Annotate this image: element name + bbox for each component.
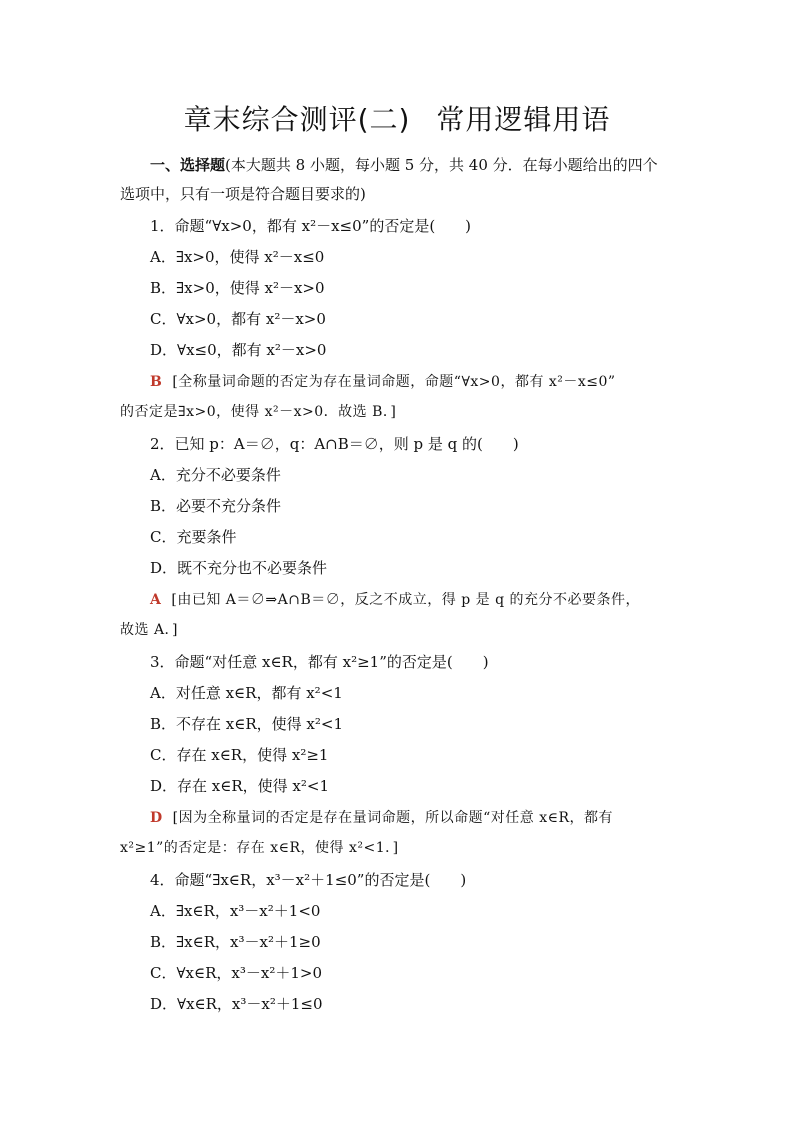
question-1-option-c: C．∀x>0，都有 x²－x>0 xyxy=(150,310,326,328)
section-desc-1: (本大题共 8 小题，每小题 5 分，共 40 分．在每小题给出的四个 xyxy=(225,156,658,174)
question-2-explanation-2: 故选 A．] xyxy=(120,622,179,638)
question-4-option-a: A．∃x∈R，x³－x²＋1<0 xyxy=(150,902,321,920)
question-2-option-c: C．充要条件 xyxy=(150,528,237,546)
question-1-option-d: D．∀x≤0，都有 x²－x>0 xyxy=(150,341,327,359)
question-3-option-b: B．不存在 x∈R，使得 x²<1 xyxy=(150,715,344,733)
section-desc-2: 选项中，只有一项是符合题目要求的) xyxy=(120,185,366,203)
question-3-stem: 3．命题“对任意 x∈R，都有 x²≥1”的否定是( ) xyxy=(150,653,489,671)
question-1-option-a: A．∃x>0，使得 x²－x≤0 xyxy=(150,248,325,266)
question-4-option-d: D．∀x∈R，x³－x²＋1≤0 xyxy=(150,995,323,1013)
question-2-option-a: A．充分不必要条件 xyxy=(150,466,281,484)
question-3-option-d: D．存在 x∈R，使得 x²<1 xyxy=(150,777,330,795)
question-2-stem: 2．已知 p：A＝∅，q：A∩B＝∅，则 p 是 q 的( ) xyxy=(150,435,519,453)
question-3-answer: D xyxy=(150,810,163,826)
question-4-stem: 4．命题“∃x∈R，x³－x²＋1≤0”的否定是( ) xyxy=(150,871,467,889)
section-heading xyxy=(150,155,658,175)
question-3-explanation-2: x²≥1”的否定是：存在 x∈R，使得 x²<1．] xyxy=(120,840,399,856)
question-1-explanation xyxy=(150,372,616,392)
question-1-explanation-1: [全称量词命题的否定为存在量词命题，命题“∀x>0，都有 x²－x≤0” xyxy=(172,374,616,390)
question-2-explanation xyxy=(150,590,640,610)
question-2-explanation-1: [由已知 A＝∅⇒A∩B＝∅，反之不成立，得 p 是 q 的充分不必要条件， xyxy=(171,592,640,608)
question-1-option-b: B．∃x>0，使得 x²－x>0 xyxy=(150,279,325,297)
question-4-option-b: B．∃x∈R，x³－x²＋1≥0 xyxy=(150,933,321,951)
question-2-option-b: B．必要不充分条件 xyxy=(150,497,282,515)
title-sub: 常用逻辑用语 xyxy=(436,103,611,136)
question-1-stem: 1．命题“∀x>0，都有 x²－x≤0”的否定是( ) xyxy=(150,217,472,235)
question-2-option-d: D．既不充分也不必要条件 xyxy=(150,559,328,577)
question-3-explanation xyxy=(150,808,613,828)
question-3-option-c: C．存在 x∈R，使得 x²≥1 xyxy=(150,746,329,764)
title-main: 章末综合测评(二) xyxy=(183,103,411,136)
question-3-explanation-1: [因为全称量词的否定是存在量词命题，所以命题“对任意 x∈R，都有 xyxy=(172,810,614,826)
question-1-explanation-2: 的否定是∃x>0，使得 x²－x>0．故选 B．] xyxy=(120,404,397,420)
question-1-answer: B xyxy=(150,374,163,390)
question-4-option-c: C．∀x∈R，x³－x²＋1>0 xyxy=(150,964,322,982)
page-title xyxy=(0,98,794,138)
section-label: 一、选择题 xyxy=(150,156,226,174)
question-3-option-a: A．对任意 x∈R，都有 x²<1 xyxy=(150,684,343,702)
question-2-answer: A xyxy=(150,592,162,608)
